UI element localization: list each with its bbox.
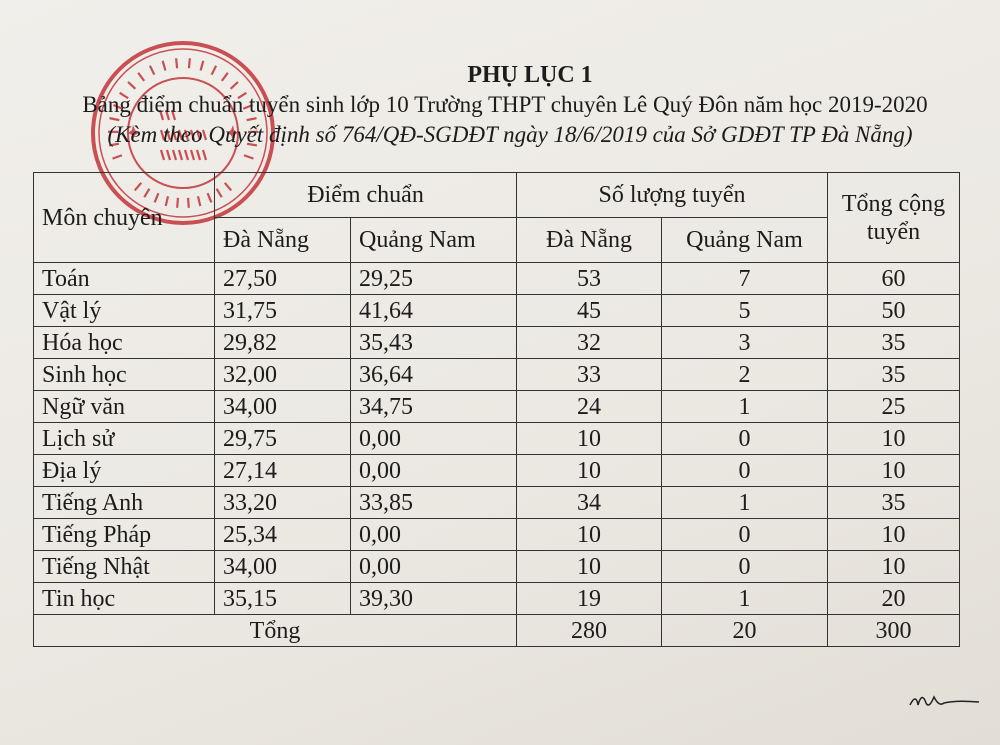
cell-total: 50 xyxy=(828,295,960,327)
cell-quota-danang: 53 xyxy=(517,263,662,295)
cell-quota-quangnam: 7 xyxy=(662,263,828,295)
cell-score-quangnam: 36,64 xyxy=(351,359,517,391)
table-row xyxy=(34,583,960,615)
cell-quota-danang: 24 xyxy=(517,391,662,423)
table-row xyxy=(34,327,960,359)
cell-subject: Lịch sử xyxy=(34,423,215,455)
table-row xyxy=(34,295,960,327)
stamp-letter-mark xyxy=(247,118,257,120)
cell-total: 20 xyxy=(828,583,960,615)
cell-quota-danang: 10 xyxy=(517,551,662,583)
cell-quota-quangnam: 0 xyxy=(662,551,828,583)
cell-subject: Tiếng Anh xyxy=(34,487,215,519)
cell-quota-danang: 10 xyxy=(517,423,662,455)
stamp-letter-mark xyxy=(109,118,119,120)
cell-total: 35 xyxy=(828,487,960,519)
total-quangnam: 20 xyxy=(662,615,828,647)
header-quota-danang: Đà Nẵng xyxy=(517,218,662,263)
cell-score-danang: 29,82 xyxy=(215,327,351,359)
stamp-letter-mark xyxy=(244,155,253,158)
stamp-letter-mark xyxy=(113,155,122,158)
admission-scores-table xyxy=(33,172,960,647)
cell-score-quangnam: 0,00 xyxy=(351,455,517,487)
total-label: Tổng xyxy=(34,615,517,647)
header-score-danang: Đà Nẵng xyxy=(215,218,351,263)
cell-quota-quangnam: 1 xyxy=(662,583,828,615)
cell-subject: Vật lý xyxy=(34,295,215,327)
cell-total: 10 xyxy=(828,423,960,455)
cell-quota-danang: 45 xyxy=(517,295,662,327)
table-row xyxy=(34,423,960,455)
cell-score-danang: 25,34 xyxy=(215,519,351,551)
cell-score-danang: 34,00 xyxy=(215,391,351,423)
table-row xyxy=(34,519,960,551)
cell-quota-quangnam: 2 xyxy=(662,359,828,391)
cell-score-quangnam: 29,25 xyxy=(351,263,517,295)
cell-score-quangnam: 34,75 xyxy=(351,391,517,423)
header-score: Điểm chuẩn xyxy=(215,173,517,218)
header-total: Tổng cộng tuyển xyxy=(828,173,960,263)
total-danang: 280 xyxy=(517,615,662,647)
cell-quota-quangnam: 3 xyxy=(662,327,828,359)
cell-subject: Hóa học xyxy=(34,327,215,359)
cell-score-quangnam: 39,30 xyxy=(351,583,517,615)
cell-quota-danang: 33 xyxy=(517,359,662,391)
stamp-center-mark xyxy=(161,150,206,160)
table-row xyxy=(34,263,960,295)
cell-quota-danang: 32 xyxy=(517,327,662,359)
cell-subject: Tin học xyxy=(34,583,215,615)
header-quota: Số lượng tuyển xyxy=(517,173,828,218)
signature-mark xyxy=(905,685,985,715)
cell-score-quangnam: 41,64 xyxy=(351,295,517,327)
cell-total: 25 xyxy=(828,391,960,423)
cell-quota-danang: 10 xyxy=(517,455,662,487)
decision-note: (Kèm theo Quyết định số 764/QĐ-SGDĐT ngày 18/6/2019 của Sở GDĐT TP Đà Nẵng) xyxy=(107,122,913,147)
cell-score-danang: 27,50 xyxy=(215,263,351,295)
cell-quota-danang: 19 xyxy=(517,583,662,615)
cell-subject: Ngữ văn xyxy=(34,391,215,423)
table-row xyxy=(34,455,960,487)
total-row xyxy=(34,615,960,647)
cell-score-danang: 27,14 xyxy=(215,455,351,487)
cell-subject: Địa lý xyxy=(34,455,215,487)
page-title: PHỤ LỤC 1 xyxy=(467,62,593,88)
cell-score-quangnam: 33,85 xyxy=(351,487,517,519)
cell-subject: Tiếng Pháp xyxy=(34,519,215,551)
cell-total: 35 xyxy=(828,359,960,391)
cell-total: 35 xyxy=(828,327,960,359)
cell-score-danang: 33,20 xyxy=(215,487,351,519)
cell-subject: Toán xyxy=(34,263,215,295)
cell-score-danang: 32,00 xyxy=(215,359,351,391)
cell-quota-quangnam: 0 xyxy=(662,519,828,551)
cell-quota-quangnam: 1 xyxy=(662,487,828,519)
cell-score-quangnam: 0,00 xyxy=(351,551,517,583)
table-row xyxy=(34,359,960,391)
cell-quota-danang: 10 xyxy=(517,519,662,551)
cell-subject: Sinh học xyxy=(34,359,215,391)
table-row xyxy=(34,551,960,583)
cell-quota-quangnam: 0 xyxy=(662,455,828,487)
header-subject: Môn chuyên xyxy=(34,173,215,263)
cell-quota-quangnam: 1 xyxy=(662,391,828,423)
document-subtitle: Bảng điểm chuẩn tuyển sinh lớp 10 Trường THPT chuyên Lê Quý Đôn năm học 2019-2020 xyxy=(82,92,928,117)
header-score-quangnam: Quảng Nam xyxy=(351,218,517,263)
cell-subject: Tiếng Nhật xyxy=(34,551,215,583)
total-all: 300 xyxy=(828,615,960,647)
cell-quota-quangnam: 0 xyxy=(662,423,828,455)
cell-score-danang: 34,00 xyxy=(215,551,351,583)
cell-score-danang: 35,15 xyxy=(215,583,351,615)
cell-score-danang: 29,75 xyxy=(215,423,351,455)
cell-quota-quangnam: 5 xyxy=(662,295,828,327)
cell-score-quangnam: 35,43 xyxy=(351,327,517,359)
header-quota-quangnam: Quảng Nam xyxy=(662,218,828,263)
cell-score-quangnam: 0,00 xyxy=(351,519,517,551)
table-row xyxy=(34,391,960,423)
cell-total: 10 xyxy=(828,551,960,583)
cell-score-quangnam: 0,00 xyxy=(351,423,517,455)
cell-total: 60 xyxy=(828,263,960,295)
table-row xyxy=(34,487,960,519)
cell-total: 10 xyxy=(828,455,960,487)
cell-score-danang: 31,75 xyxy=(215,295,351,327)
cell-total: 10 xyxy=(828,519,960,551)
cell-quota-danang: 34 xyxy=(517,487,662,519)
